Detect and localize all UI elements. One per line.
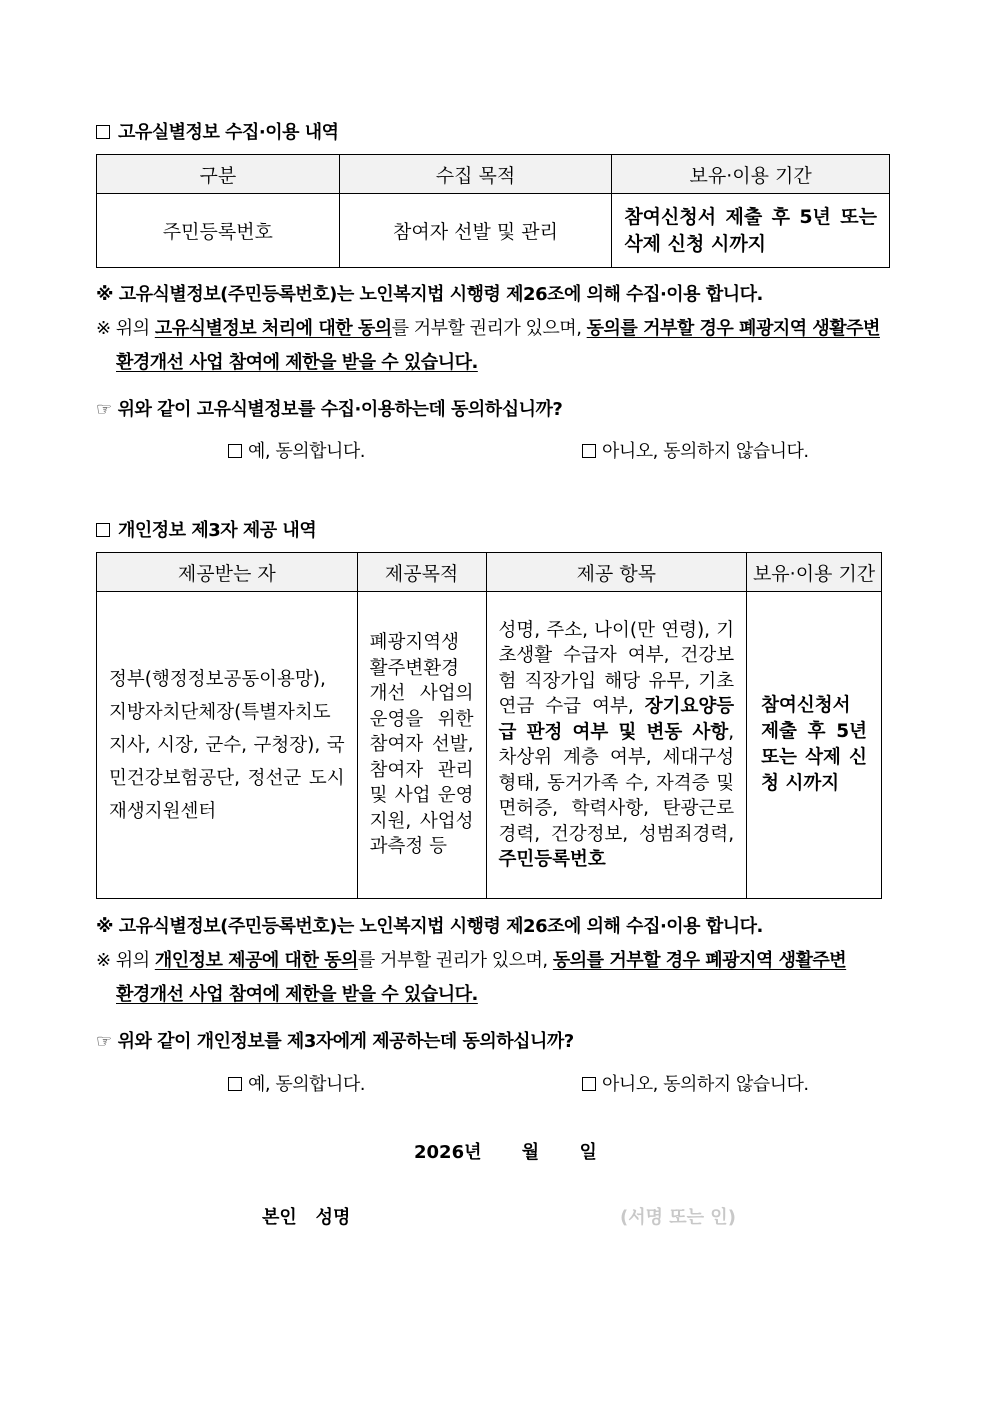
section1-heading: 고유실별정보 수집·이용 내역	[96, 118, 339, 144]
checkbox-icon[interactable]	[228, 1077, 242, 1091]
checkbox-icon[interactable]	[582, 1077, 596, 1091]
date-month: 월	[521, 1142, 540, 1163]
table-row	[97, 592, 882, 899]
table-row	[97, 194, 890, 268]
unique-id-table	[96, 154, 890, 268]
pointing-hand-icon: ☞	[96, 1031, 112, 1052]
cell-purpose: 참여자 선발 및 관리	[339, 194, 612, 268]
section2-heading: 개인정보 제3자 제공 내역	[96, 516, 316, 542]
section1-question: ☞ 위와 같이 고유식별정보를 수집·이용하는데 동의하십니까?	[96, 399, 563, 420]
cell-category: 주민등록번호	[97, 194, 340, 268]
checkbox-icon[interactable]	[228, 444, 242, 458]
cell-recipients: 정부(행정정보공동이용망), 지방자치단체장(특별자치도지사, 시장, 군수, 구청장), 국민건강보험공단, 정선군 도시재생지원센터	[97, 592, 358, 899]
signature-field[interactable]	[370, 1198, 610, 1228]
section1-refusal-note: ※ 위의 고유식별정보 처리에 대한 동의를 거부할 권리가 있으며, 동의를 거부할 경우 폐광지역 생활주변 환경개선 사업 참여에 제한을 받을 수 있습니다.	[96, 318, 880, 373]
checkbox-icon[interactable]	[582, 444, 596, 458]
square-bullet-icon	[96, 125, 110, 139]
header-period: 보유·이용 기간	[747, 553, 882, 592]
table-header-row	[97, 155, 890, 194]
cell-period: 참여신청서 제출 후 5년 또는 삭제 신청 시까지	[612, 194, 890, 268]
section2-no-option[interactable]: 아니오, 동의하지 않습니다.	[582, 1070, 809, 1096]
cell-purpose: 폐광지역생활주변환경개선 사업의 운영을 위한참여자 선발,참여자 관리 및 사업 운영 지원, 사업성과측정 등	[357, 592, 486, 899]
section2-question: ☞ 위와 같이 개인정보를 제3자에게 제공하는데 동의하십니까?	[96, 1031, 574, 1052]
cell-period: 참여신청서 제출 후 5년 또는 삭제 신청 시까지	[747, 592, 882, 899]
header-purpose: 수집 목적	[339, 155, 612, 194]
section1-yes-option[interactable]: 예, 동의합니다.	[228, 437, 365, 463]
section2-legal-note: ※ 고유식별정보(주민등록번호)는 노인복지법 시행령 제26조에 의해 수집·이용 합니다.	[96, 916, 763, 937]
header-category: 구분	[97, 155, 340, 194]
pointing-hand-icon: ☞	[96, 399, 112, 420]
section1-no-option[interactable]: 아니오, 동의하지 않습니다.	[582, 437, 809, 463]
signature-hint: (서명 또는 인)	[620, 1207, 736, 1228]
cell-items: 성명, 주소, 나이(만 연령), 기초생활 수급자 여부, 건강보험 직장가입 해당 유무, 기초연금 수급 여부, 장기요양등급 판정 여부 및 변동 사항, 차상위 계층 여부, 세대구성 형태, 동거가족 수, 자격증 및 면허증, 학력사항, 탄광근로 경력, 건강정보, 성범죄경력, 주민등록번호	[486, 592, 747, 899]
header-period: 보유·이용 기간	[612, 155, 890, 194]
date-day: 일	[579, 1142, 597, 1163]
signature-label: 본인 성명	[262, 1207, 351, 1228]
table-header-row	[97, 553, 882, 592]
section1-legal-note: ※ 고유식별정보(주민등록번호)는 노인복지법 시행령 제26조에 의해 수집·이용 합니다.	[96, 284, 763, 305]
header-purpose: 제공목적	[357, 553, 486, 592]
section2-yes-option[interactable]: 예, 동의합니다.	[228, 1070, 365, 1096]
date-line	[414, 1138, 597, 1164]
square-bullet-icon	[96, 523, 110, 537]
third-party-table	[96, 552, 882, 899]
header-recipient: 제공받는 자	[97, 553, 358, 592]
date-year: 2026년	[414, 1142, 482, 1163]
header-items: 제공 항목	[486, 553, 747, 592]
section2-refusal-note: ※ 위의 개인정보 제공에 대한 동의를 거부할 권리가 있으며, 동의를 거부할 경우 폐광지역 생활주변 환경개선 사업 참여에 제한을 받을 수 있습니다.	[96, 950, 847, 1005]
